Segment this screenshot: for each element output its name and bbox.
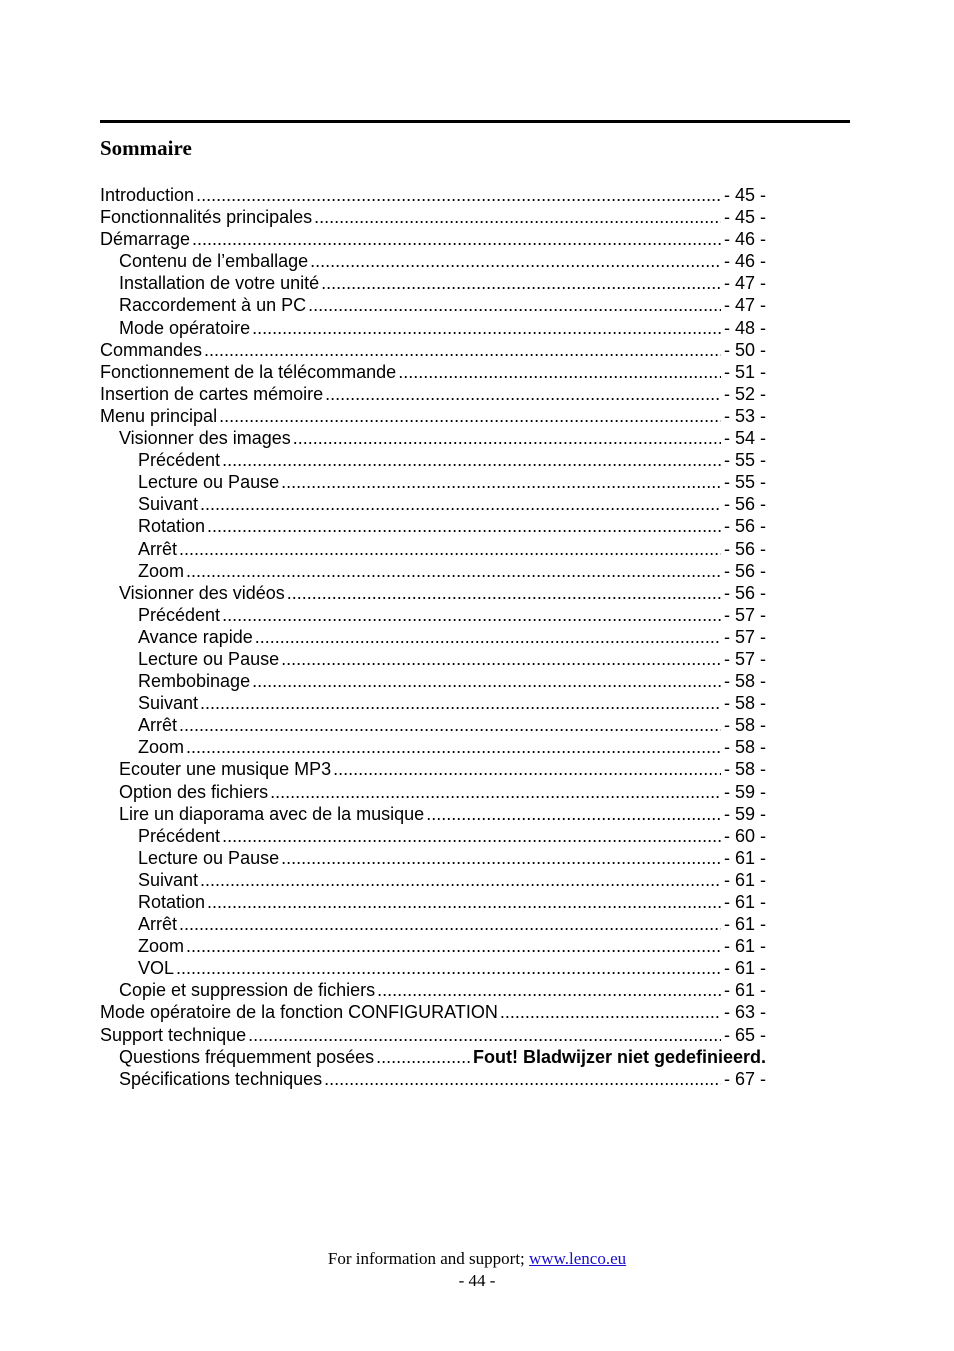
toc-dot-leader <box>186 560 721 582</box>
toc-dot-leader <box>310 250 721 272</box>
toc-entry[interactable] <box>100 1068 766 1090</box>
toc-entry[interactable] <box>100 206 766 228</box>
toc-entry[interactable] <box>100 957 766 979</box>
toc-entry[interactable] <box>100 405 766 427</box>
toc-entry-label: Précédent <box>138 450 221 471</box>
toc-dot-leader <box>207 515 721 537</box>
toc-dot-leader <box>200 692 721 714</box>
toc-dot-leader <box>287 582 721 604</box>
toc-dot-leader <box>222 604 721 626</box>
toc-entry-label: Questions fréquemment posées <box>119 1046 375 1067</box>
toc-entry-label: Introduction <box>100 185 195 205</box>
toc-dot-leader <box>426 803 721 825</box>
toc-dot-leader <box>179 538 721 560</box>
toc-entry-label: Fonctionnalités principales <box>100 207 313 228</box>
toc-entry[interactable] <box>100 560 766 582</box>
toc-dot-leader <box>252 317 721 339</box>
toc-entry-label: Support technique <box>100 1024 247 1045</box>
toc-entry[interactable] <box>100 869 766 891</box>
toc-entry-label: Visionner des vidéos <box>119 582 285 603</box>
toc-entry-page: - 58 - <box>723 737 766 758</box>
toc-entry[interactable] <box>100 714 766 736</box>
toc-entry-page: - 58 - <box>723 671 766 692</box>
toc-entry-page: - 65 - <box>723 1024 766 1045</box>
toc-dot-leader <box>196 184 721 206</box>
toc-entry[interactable] <box>100 317 766 339</box>
toc-entry[interactable] <box>100 692 766 714</box>
toc-entry-label: Mode opératoire de la fonction CONFIGURATION <box>100 1002 498 1023</box>
toc-entry-label: Suivant <box>138 869 199 890</box>
toc-dot-leader <box>204 339 721 361</box>
toc-entry-label: Lecture ou Pause <box>138 847 280 868</box>
toc-entry-page: - 47 - <box>723 295 766 316</box>
toc-entry-page: - 47 - <box>723 273 766 294</box>
toc-entry[interactable] <box>100 626 766 648</box>
toc-entry-label: Lecture ou Pause <box>138 648 280 669</box>
toc-dot-leader <box>500 1001 721 1023</box>
toc-dot-leader <box>377 979 721 1001</box>
toc-entry-label: Raccordement à un PC <box>119 295 307 316</box>
toc-entry-label: Zoom <box>138 737 185 758</box>
toc-entry[interactable] <box>100 272 766 294</box>
toc-entry-label: Rotation <box>138 892 206 912</box>
toc-entry[interactable] <box>100 228 766 250</box>
toc-entry-label: VOL <box>138 958 175 979</box>
toc-entry-page: - 67 - <box>723 1068 766 1089</box>
toc-dot-leader <box>281 648 721 670</box>
toc-entry-page: - 52 - <box>723 383 766 404</box>
toc-entry[interactable] <box>100 935 766 957</box>
toc-entry[interactable] <box>100 891 766 913</box>
toc-entry-label: Arrêt <box>138 538 178 559</box>
toc-entry-label: Lire un diaporama avec de la musique <box>119 803 425 824</box>
toc-entry[interactable] <box>100 184 766 206</box>
toc-entry-page: - 60 - <box>723 825 766 846</box>
toc-dot-leader <box>252 670 721 692</box>
footer-support-text: For information and support; <box>327 1249 530 1268</box>
toc-entry[interactable] <box>100 604 766 626</box>
toc-entry-page: - 56 - <box>723 560 766 581</box>
toc-entry-label: Démarrage <box>100 229 191 250</box>
toc-entry[interactable] <box>100 781 766 803</box>
toc-entry-label: Insertion de cartes mémoire <box>100 383 324 404</box>
toc-entry-page: - 48 - <box>723 317 766 338</box>
toc-entry-page: - 56 - <box>723 538 766 559</box>
toc-entry[interactable] <box>100 383 766 405</box>
toc-entry[interactable] <box>100 913 766 935</box>
toc-entry-page: - 59 - <box>723 803 766 824</box>
toc-entry[interactable] <box>100 361 766 383</box>
toc-entry[interactable] <box>100 803 766 825</box>
toc-entry-page: - 55 - <box>723 472 766 493</box>
toc-dot-leader <box>222 825 721 847</box>
toc-entry-label: Précédent <box>138 604 221 625</box>
toc-dot-leader <box>186 935 721 957</box>
toc-entry[interactable] <box>100 471 766 493</box>
toc-entry-label: Copie et suppression de fichiers <box>119 980 376 1001</box>
toc-entry-label: Lecture ou Pause <box>138 472 280 493</box>
toc-entry[interactable] <box>100 427 766 449</box>
toc-entry-page: - 61 - <box>723 914 766 935</box>
toc-dot-leader <box>200 869 721 891</box>
toc-entry-label: Visionner des images <box>119 428 291 449</box>
toc-entry-label: Zoom <box>138 560 185 581</box>
toc-dot-leader <box>281 847 721 869</box>
toc-entry[interactable] <box>100 294 766 316</box>
toc-entry-label: Suivant <box>138 494 199 515</box>
toc-entry-label: Spécifications techniques <box>119 1068 323 1089</box>
toc-entry-page: - 55 - <box>723 450 766 471</box>
toc-dot-leader <box>248 1024 721 1046</box>
toc-dot-leader <box>200 493 721 515</box>
page-title: Sommaire <box>100 136 192 160</box>
toc-entry-label: Arrêt <box>138 914 178 935</box>
toc-dot-leader <box>314 206 721 228</box>
toc-entry-page: - 56 - <box>723 516 766 537</box>
toc-entry-page: - 58 - <box>723 759 766 780</box>
toc-dot-leader <box>376 1046 470 1068</box>
toc-entry-page: - 58 - <box>723 693 766 714</box>
footer-website-link[interactable]: www.lenco.eu <box>529 1249 627 1268</box>
toc-entry-page: - 50 - <box>723 339 766 360</box>
toc-entry-label: Option des fichiers <box>119 781 269 802</box>
toc-dot-leader <box>293 427 721 449</box>
toc-dot-leader <box>179 714 721 736</box>
toc-entry-label: Suivant <box>138 693 199 714</box>
toc-entry-label: Commandes <box>100 339 203 360</box>
toc-entry[interactable] <box>100 493 766 515</box>
toc-entry-page: - 54 - <box>723 428 766 449</box>
toc-entry[interactable] <box>100 979 766 1001</box>
toc-entry[interactable] <box>100 538 766 560</box>
toc-entry-page: - 61 - <box>723 892 766 912</box>
toc-entry[interactable] <box>100 736 766 758</box>
toc-entry-page: - 53 - <box>723 405 766 426</box>
toc-entry[interactable] <box>100 515 766 537</box>
toc-dot-leader <box>325 383 721 405</box>
toc-dot-leader <box>321 272 721 294</box>
toc-entry[interactable] <box>100 250 766 272</box>
toc-entry-label: Arrêt <box>138 715 178 736</box>
toc-entry-page: - 46 - <box>723 251 766 272</box>
toc-dot-leader <box>270 781 721 803</box>
toc-entry-page: - 61 - <box>723 980 766 1001</box>
toc-entry[interactable] <box>100 847 766 869</box>
toc-entry-label: Zoom <box>138 936 185 957</box>
toc-dot-leader <box>219 405 721 427</box>
toc-entry[interactable] <box>100 339 766 361</box>
toc-entry-page: Fout! Bladwijzer niet gedefinieerd. <box>472 1046 766 1067</box>
toc-entry-page: - 51 - <box>723 361 766 382</box>
toc-dot-leader <box>186 736 721 758</box>
toc-dot-leader <box>281 471 721 493</box>
toc-entry[interactable] <box>100 1046 766 1068</box>
toc-entry-label: Mode opératoire <box>119 317 251 338</box>
toc-dot-leader <box>308 294 721 316</box>
toc-dot-leader <box>255 626 721 648</box>
toc-entry-page: - 59 - <box>723 781 766 802</box>
toc-entry-page: - 56 - <box>723 494 766 515</box>
toc-entry[interactable] <box>100 582 766 604</box>
toc-entry-label: Précédent <box>138 825 221 846</box>
toc-entry-page: - 46 - <box>723 229 766 250</box>
header-rule <box>100 120 850 123</box>
toc-entry-label: Fonctionnement de la télécommande <box>100 361 397 382</box>
toc-entry-label: Contenu de l’emballage <box>119 251 309 272</box>
toc-entry-page: - 56 - <box>723 582 766 603</box>
toc-entry-label: Installation de votre unité <box>119 273 320 294</box>
footer-page-number: - 44 - <box>458 1271 496 1290</box>
toc-dot-leader <box>398 361 721 383</box>
toc-entry-page: - 61 - <box>723 936 766 957</box>
toc-dot-leader <box>192 228 721 250</box>
toc-entry[interactable] <box>100 648 766 670</box>
toc-entry-page: - 45 - <box>723 207 766 228</box>
toc-dot-leader <box>222 449 721 471</box>
toc-dot-leader <box>324 1068 721 1090</box>
toc-entry-page: - 57 - <box>723 626 766 647</box>
footer-support-line <box>0 1249 954 1269</box>
toc-entry[interactable] <box>100 1001 766 1023</box>
toc-entry-label: Menu principal <box>100 405 218 426</box>
toc-entry-page: - 58 - <box>723 715 766 736</box>
toc-dot-leader <box>333 758 721 780</box>
toc-entry[interactable] <box>100 670 766 692</box>
toc-entry-label: Avance rapide <box>138 626 253 647</box>
toc-entry[interactable] <box>100 825 766 847</box>
toc-entry-page: - 45 - <box>723 185 766 205</box>
toc-entry-page: - 57 - <box>723 604 766 625</box>
toc-dot-leader <box>176 957 721 979</box>
toc-entry[interactable] <box>100 758 766 780</box>
toc-entry-page: - 63 - <box>723 1002 766 1023</box>
toc-entry-label: Rembobinage <box>138 671 251 692</box>
toc-entry-page: - 61 - <box>723 847 766 868</box>
toc-entry-label: Rotation <box>138 516 206 537</box>
toc-entry-label: Ecouter une musique MP3 <box>119 759 332 780</box>
table-of-contents <box>100 184 766 1090</box>
toc-dot-leader <box>179 913 721 935</box>
toc-entry[interactable] <box>100 1024 766 1046</box>
toc-entry[interactable] <box>100 449 766 471</box>
toc-entry-page: - 61 - <box>723 958 766 979</box>
toc-entry-page: - 61 - <box>723 869 766 890</box>
toc-dot-leader <box>207 891 721 913</box>
toc-entry-page: - 57 - <box>723 648 766 669</box>
